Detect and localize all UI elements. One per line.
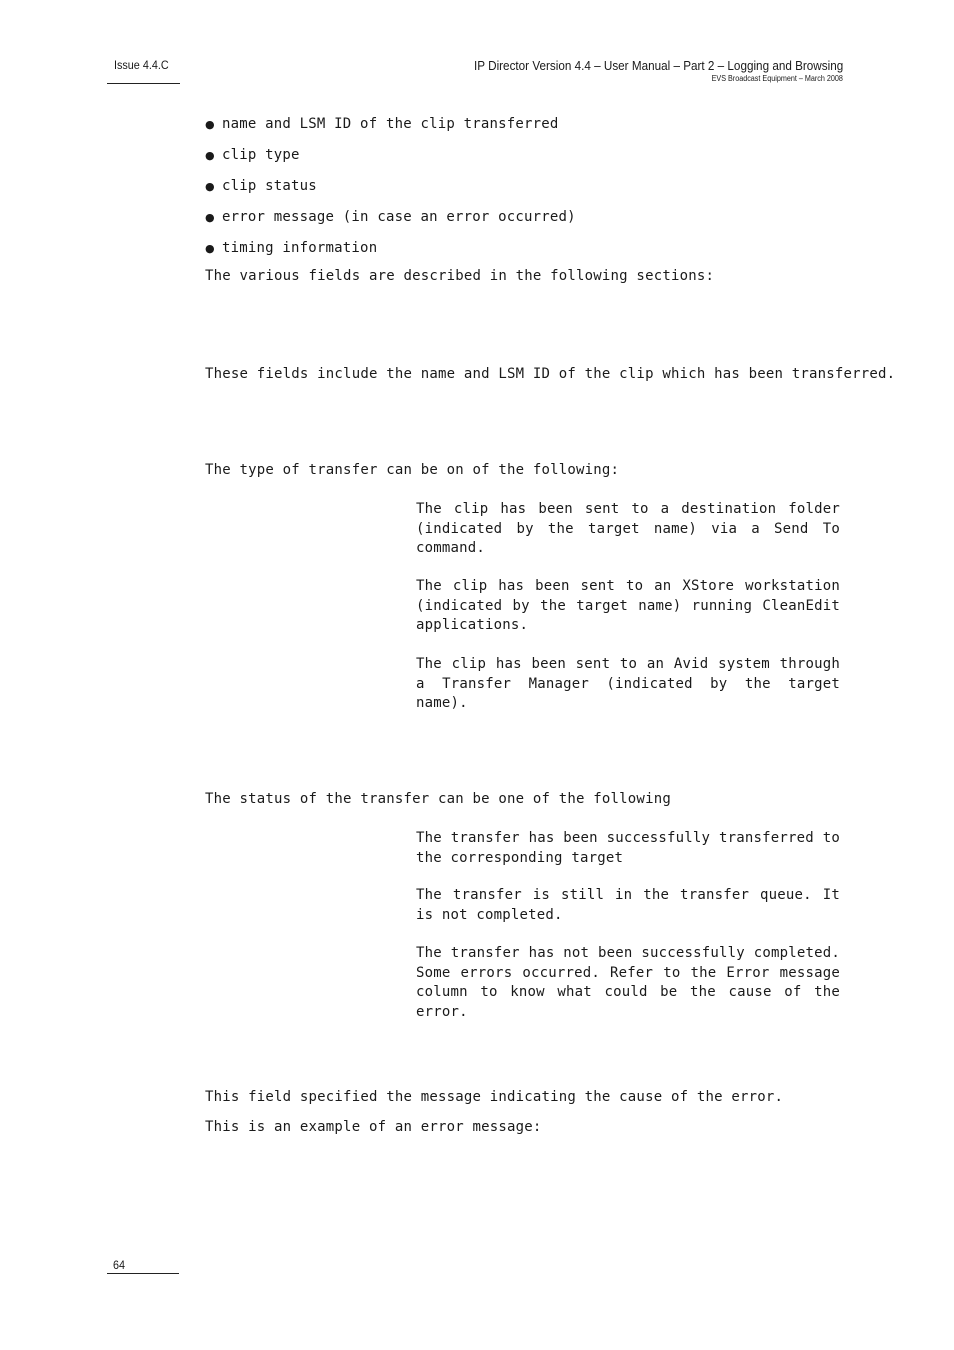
document-subtitle: EVS Broadcast Equipment – March 2008 [711, 74, 843, 83]
type-definition: The clip has been sent to a destination folder (indicated by the target name) via a Send To command. [416, 501, 840, 556]
error-example-text: This is an example of an error message: [205, 1119, 542, 1135]
error-section-text: This field specified the message indicating the cause of the error. [205, 1089, 784, 1105]
type-definition: The clip has been sent to an Avid system through a Transfer Manager (indicated by the target name). [416, 656, 840, 711]
status-definition: The transfer has been successfully transferred to the corresponding target [416, 830, 840, 866]
page-number: 64 [113, 1258, 126, 1272]
list-item: ● timing information [205, 240, 378, 256]
list-item: ● name and LSM ID of the clip transferred [205, 116, 559, 132]
bullet-icon: ● [205, 118, 215, 131]
status-definition: The transfer has not been successfully completed. Some errors occurred. Refer to the Error message column to know what could be the cause of the error. [416, 945, 840, 1020]
bullet-icon: ● [205, 180, 215, 193]
list-item: ● clip status [205, 178, 317, 194]
name-section-text: These fields include the name and LSM ID of the clip which has been transferred. [205, 366, 896, 382]
list-item: ● error message (in case an error occurred) [205, 209, 576, 225]
type-definition: The clip has been sent to an XStore workstation (indicated by the target name) running CleanEdit applications. [416, 578, 840, 633]
document-title: IP Director Version 4.4 – User Manual – Part 2 – Logging and Browsing [473, 58, 843, 73]
bullet-icon: ● [205, 149, 215, 162]
type-section-intro: The type of transfer can be on of the following: [205, 462, 620, 478]
header-rule [107, 83, 180, 84]
status-definition: The transfer is still in the transfer queue. It is not completed. [416, 887, 840, 923]
list-item: ● clip type [205, 147, 300, 163]
intro-paragraph: The various fields are described in the following sections: [205, 268, 715, 284]
status-section-intro: The status of the transfer can be one of the following [205, 791, 671, 807]
bullet-icon: ● [205, 211, 215, 224]
footer-rule [107, 1273, 179, 1274]
bullet-icon: ● [205, 242, 215, 255]
field-bullet-list [205, 116, 576, 271]
issue-label: Issue 4.4.C [114, 58, 169, 72]
